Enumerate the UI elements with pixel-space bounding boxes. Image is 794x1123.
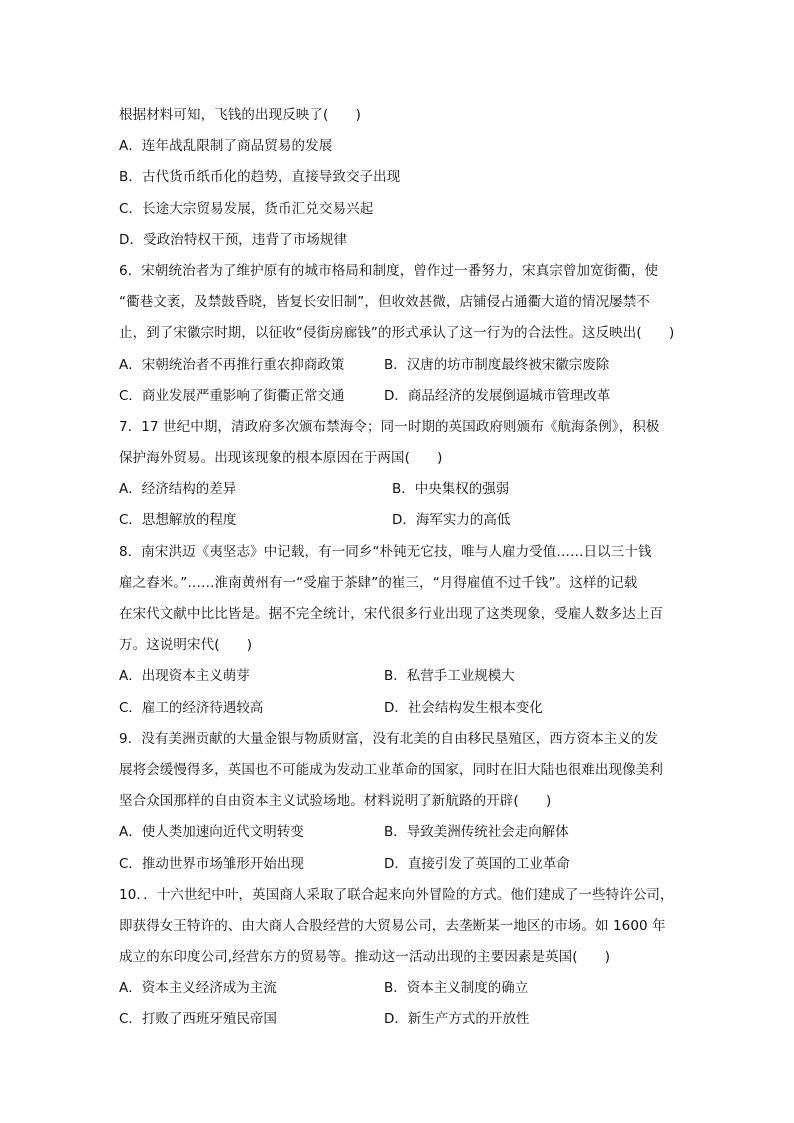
option-c: C．长途大宗贸易发展，货币汇兑交易兴起	[119, 200, 374, 217]
question-stem-line: 10．．十六世纪中叶，英国商人采取了联合起来向外冒险的方式。他们建成了一些特许公司，	[119, 886, 674, 903]
question-stem-line: 7．17 世纪中期，清政府多次颁布禁海令；同一时期的英国政府则颁布《航海条例》，积极	[119, 418, 660, 435]
option-d: D．直接引发了英国的工业革命	[384, 855, 570, 872]
option-c: C．商业发展严重影响了街衢正常交通	[119, 387, 345, 404]
question-stem: 根据材料可知，飞钱的出现反映了( )	[119, 107, 361, 123]
question-6	[119, 256, 679, 412]
option-a: A．出现资本主义萌芽	[119, 668, 250, 685]
question-9	[119, 724, 679, 880]
question-stem-line: 9．没有美洲贡献的大量金银与物质财富，没有北美的自由移民垦殖区，西方资本主义的发	[119, 730, 659, 747]
question-5	[119, 100, 679, 256]
option-b: B．古代货币纸币化的趋势，直接导致交子出现	[119, 169, 401, 186]
option-row	[119, 849, 679, 880]
option-c: C．打败了西班牙殖民帝国	[119, 1011, 277, 1028]
question-7	[119, 412, 679, 537]
option-a: A．使人类加速向近代文明转变	[119, 824, 304, 841]
question-stem-line: 万。这说明宋代( )	[119, 637, 253, 654]
option-row	[119, 505, 679, 536]
option-row	[119, 817, 679, 848]
option-c: C．推动世界市场雏形开始出现	[119, 855, 304, 872]
option-c: C．雇工的经济待遇较高	[119, 699, 264, 716]
option-a: A．经济结构的差异	[119, 481, 237, 498]
option-row	[119, 474, 679, 505]
option-row	[119, 1004, 679, 1035]
question-stem-line: 止，到了宋徽宗时期，以征收“侵街房廊钱”的形式承认了这一行为的合法性。这反映出( )	[119, 325, 675, 342]
option-b: B．汉唐的坊市制度最终被宋徽宗废除	[384, 356, 610, 373]
option-a: A．宋朝统治者不再推行重农抑商政策	[119, 356, 345, 373]
option-row	[119, 661, 679, 692]
option-d: D．海军实力的高低	[392, 512, 511, 529]
question-stem-line: 雇之舂米。”……淮南黄州有一“受雇于茶肆”的崔三，“月得雇值不过千钱”。这样的记载	[119, 574, 638, 591]
option-b: B．中央集权的强弱	[392, 481, 510, 498]
question-stem-line: 在宋代文献中比比皆是。据不完全统计，宋代很多行业出现了这类现象，受雇人数多达上百	[119, 606, 663, 622]
question-stem-line: 坚合众国那样的自由资本主义试验场地。材料说明了新航路的开辟( )	[119, 793, 552, 810]
option-b: B．导致美洲传统社会走向解体	[384, 824, 569, 841]
option-a: A．连年战乱限制了商品贸易的发展	[119, 138, 333, 155]
option-row	[119, 693, 679, 724]
question-10	[119, 880, 679, 1036]
question-list	[119, 100, 679, 1036]
question-stem-line: 展将会缓慢得多，英国也不可能成为发动工业革命的国家，同时在旧大陆也很难出现像美利	[119, 761, 663, 778]
question-stem-line: 即获得女王特许的、由大商人合股经营的大贸易公司，去垄断某一地区的市场。如 1600 年	[119, 917, 666, 934]
option-d: D．新生产方式的开放性	[384, 1011, 530, 1028]
question-stem-line: 6．宋朝统治者为了维护原有的城市格局和制度，曾作过一番努力，宋真宗曾加宽街衢，使	[119, 262, 659, 279]
option-d: D．受政治特权干预，违背了市场规律	[119, 231, 348, 248]
question-stem-line: 成立的东印度公司,经营东方的贸易等。推动这一活动出现的主要因素是英国( )	[119, 949, 611, 966]
option-a: A．资本主义经济成为主流	[119, 980, 277, 997]
question-stem-line: 8．南宋洪迈《夷坚志》中记载，有一同乡“朴钝无它技，唯与人雇力受值……日以三十钱	[119, 543, 652, 560]
option-d: D．商品经济的发展倒逼城市管理改革	[384, 387, 611, 404]
option-row	[119, 973, 679, 1004]
option-c: C．思想解放的程度	[119, 512, 237, 529]
question-stem-line: 保护海外贸易。出现该现象的根本原因在于两国( )	[119, 450, 443, 467]
option-row	[119, 381, 679, 412]
option-b: B．资本主义制度的确立	[384, 980, 529, 997]
option-row	[119, 350, 679, 381]
option-d: D．社会结构发生根本变化	[384, 699, 543, 716]
question-stem-line: “衢巷文袤，及禁鼓昏晓，皆复长安旧制”，但收效甚微，店铺侵占通衢大道的情况屡禁不	[119, 294, 650, 311]
question-8	[119, 537, 679, 724]
option-b: B．私营手工业规模大	[384, 668, 515, 685]
